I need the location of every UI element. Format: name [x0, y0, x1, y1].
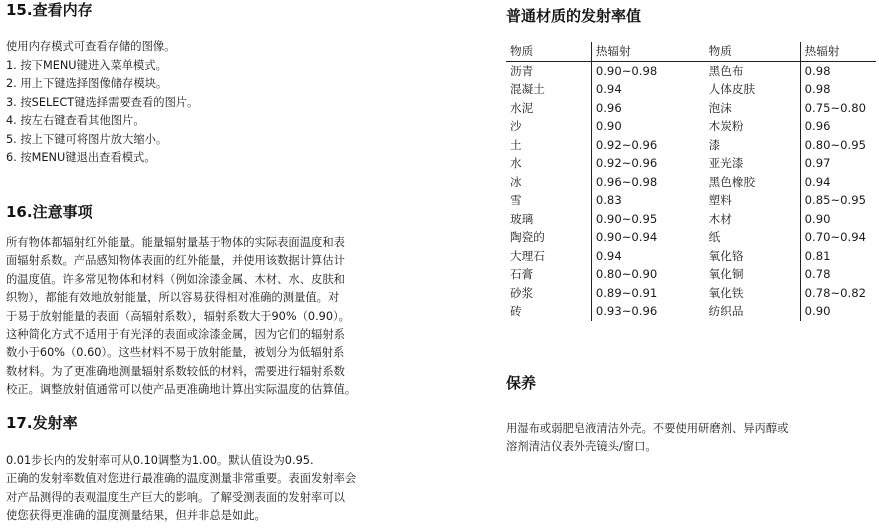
emissivity-cell: 0.75~0.80	[800, 99, 876, 118]
emissivity-cell: 0.80~0.90	[591, 265, 704, 284]
table-row	[506, 191, 876, 210]
text-line: 的温度值。许多常见物体和材料（例如涂漆金属、木材、水、皮肤和	[6, 272, 345, 286]
material-cell: 砖	[510, 304, 522, 318]
table-row	[506, 247, 876, 266]
step-item: 6. 按MENU键退出查看模式。	[6, 151, 156, 165]
text-line: 面辐射系数。产品感知物体表面的红外能量，并使用该数据计算估计	[6, 254, 345, 268]
material-cell: 黑色布	[708, 63, 744, 78]
text-line: 于易于放射能量的表面（高辐射系数），辐射系数大于90%（0.90）。	[6, 309, 350, 323]
material-cell: 混凝土	[510, 82, 545, 96]
material-cell: 木炭粉	[708, 119, 744, 133]
material-cell: 陶瓷的	[510, 230, 545, 244]
material-cell: 玻璃	[510, 211, 534, 226]
material-cell: 漆	[708, 137, 721, 152]
text-line: 溶剂清洁仪表外壳镜头/窗口。	[506, 440, 657, 454]
emissivity-cell: 0.94	[591, 80, 704, 99]
text-line: 所有物体都辐射红外能量。能量辐射量基于物体的实际表面温度和表	[6, 236, 345, 249]
material-cell: 水	[510, 156, 522, 170]
emissivity-cell: 0.90	[800, 302, 876, 321]
section-title-view-memory: 15.查看内存	[6, 1, 93, 19]
table-row	[506, 117, 876, 136]
material-cell: 氧化铬	[708, 248, 744, 263]
section-intro-view-memory: 使用内存模式可查看存储的图像。	[6, 40, 176, 53]
emissivity-cell: 0.89~0.91	[591, 284, 704, 303]
material-cell: 石膏	[510, 267, 534, 281]
material-cell: 黑色橡胶	[708, 174, 756, 189]
material-cell: 纺织品	[708, 304, 744, 318]
emissivity-table-title: 普通材质的发射率值	[506, 7, 642, 25]
text-line: 对产品测得的表观温度生产巨大的影响。了解受测表面的发射率可以	[6, 490, 345, 504]
emissivity-cell: 0.78	[800, 265, 876, 284]
table-row	[506, 61, 876, 80]
emissivity-cell: 0.96	[591, 99, 704, 118]
emissivity-cell: 0.94	[800, 173, 876, 192]
material-cell: 水泥	[510, 100, 534, 115]
step-item: 5. 按上下键可将图片放大缩小。	[6, 132, 168, 146]
table-row	[506, 80, 876, 99]
material-cell: 沙	[510, 119, 522, 133]
table-row	[506, 154, 876, 173]
material-cell: 沥青	[510, 63, 534, 78]
column-header-material: 物质	[506, 42, 591, 61]
table-row	[506, 265, 876, 284]
emissivity-cell: 0.96	[800, 117, 876, 136]
text-line: 织物），都能有效地放射能量，所以容易获得相对准确的测量值。对	[6, 291, 340, 305]
material-cell: 冰	[510, 174, 522, 189]
emissivity-cell: 0.97	[800, 154, 876, 173]
emissivity-cell: 0.92~0.96	[591, 136, 704, 155]
step-item: 3. 按SELECT键选择需要查看的图片。	[6, 95, 199, 109]
step-item: 1. 按下MENU键进入菜单模式。	[6, 59, 167, 72]
text-line: 校正。调整放射值通常可以使产品更准确地计算出实际温度的估算值。	[6, 383, 357, 397]
emissivity-table	[506, 42, 876, 321]
text-line: 这种简化方式不适用于有光泽的表面或涂漆金属，因为它们的辐射系	[6, 328, 345, 342]
emissivity-cell: 0.98	[800, 61, 876, 80]
emissivity-cell: 0.70~0.94	[800, 228, 876, 247]
table-header-row	[506, 42, 876, 61]
emissivity-cell: 0.96~0.98	[591, 173, 704, 192]
emissivity-cell: 0.90~0.94	[591, 228, 704, 247]
text-line: 0.01步长内的发射率可从0.10调整为1.00。默认值设为0.95.	[6, 454, 314, 467]
material-cell: 塑料	[708, 193, 732, 207]
text-line: 用湿布或弱肥皂液清洁外壳。不要使用研磨剂、异丙醇或	[506, 422, 789, 435]
emissivity-cell: 0.78~0.82	[800, 284, 876, 303]
maintenance-body	[506, 420, 874, 457]
text-line: 使您获得更准确的温度测量结果，但并非总是如此。	[6, 509, 266, 523]
step-item: 4. 按左右键查看其他图片。	[6, 114, 145, 128]
table-row	[506, 210, 876, 229]
emissivity-cell: 0.90~0.95	[591, 210, 704, 229]
material-cell: 雪	[510, 193, 522, 207]
material-cell: 泡沫	[708, 100, 732, 115]
emissivity-cell: 0.93~0.96	[591, 302, 704, 321]
emissivity-cell: 0.94	[591, 247, 704, 266]
table-row	[506, 284, 876, 303]
material-cell: 土	[510, 137, 522, 152]
material-cell: 氧化铁	[708, 285, 744, 300]
step-item: 2. 用上下键选择图像储存模块。	[6, 77, 168, 91]
emissivity-cell: 0.92~0.96	[591, 154, 704, 173]
material-cell: 木材	[708, 211, 732, 226]
emissivity-cell: 0.90	[591, 117, 704, 136]
material-cell: 氧化铜	[708, 267, 744, 281]
table-row	[506, 302, 876, 321]
table-row	[506, 173, 876, 192]
table-row	[506, 99, 876, 118]
emissivity-cell: 0.90	[800, 210, 876, 229]
section-title-emissivity: 17.发射率	[6, 414, 78, 432]
view-memory-steps	[6, 57, 198, 167]
emissivity-cell: 0.85~0.95	[800, 191, 876, 210]
column-header-emissivity: 热辐射	[800, 42, 876, 61]
text-line: 数材料。为了更准确地测量辐射系数较低的材料，需要进行辐射系数	[6, 364, 345, 378]
emissivity-cell: 0.90~0.98	[591, 61, 704, 80]
emissivity-cell: 0.81	[800, 247, 876, 266]
material-cell: 砂浆	[510, 285, 534, 300]
emissivity-cell: 0.98	[800, 80, 876, 99]
material-cell: 纸	[708, 230, 721, 244]
table-row	[506, 228, 876, 247]
emissivity-cell: 0.83	[591, 191, 704, 210]
material-cell: 人体皮肤	[708, 82, 756, 96]
column-header-emissivity: 热辐射	[591, 42, 704, 61]
section-title-maintenance: 保养	[506, 374, 537, 392]
material-cell: 亚光漆	[708, 156, 744, 170]
text-line: 正确的发射率数值对您进行最准确的温度测量非常重要。表面发射率会	[6, 472, 357, 486]
section-title-precautions: 16.注意事项	[6, 203, 93, 221]
material-cell: 大理石	[510, 248, 545, 263]
column-header-material: 物质	[705, 42, 800, 61]
precautions-body	[6, 234, 424, 400]
emissivity-body	[6, 452, 424, 526]
text-line: 数小于60%（0.60）。这些材料不易于放射能量，被划分为低辐射系	[6, 346, 345, 360]
emissivity-cell: 0.80~0.95	[800, 136, 876, 155]
table-row	[506, 136, 876, 155]
